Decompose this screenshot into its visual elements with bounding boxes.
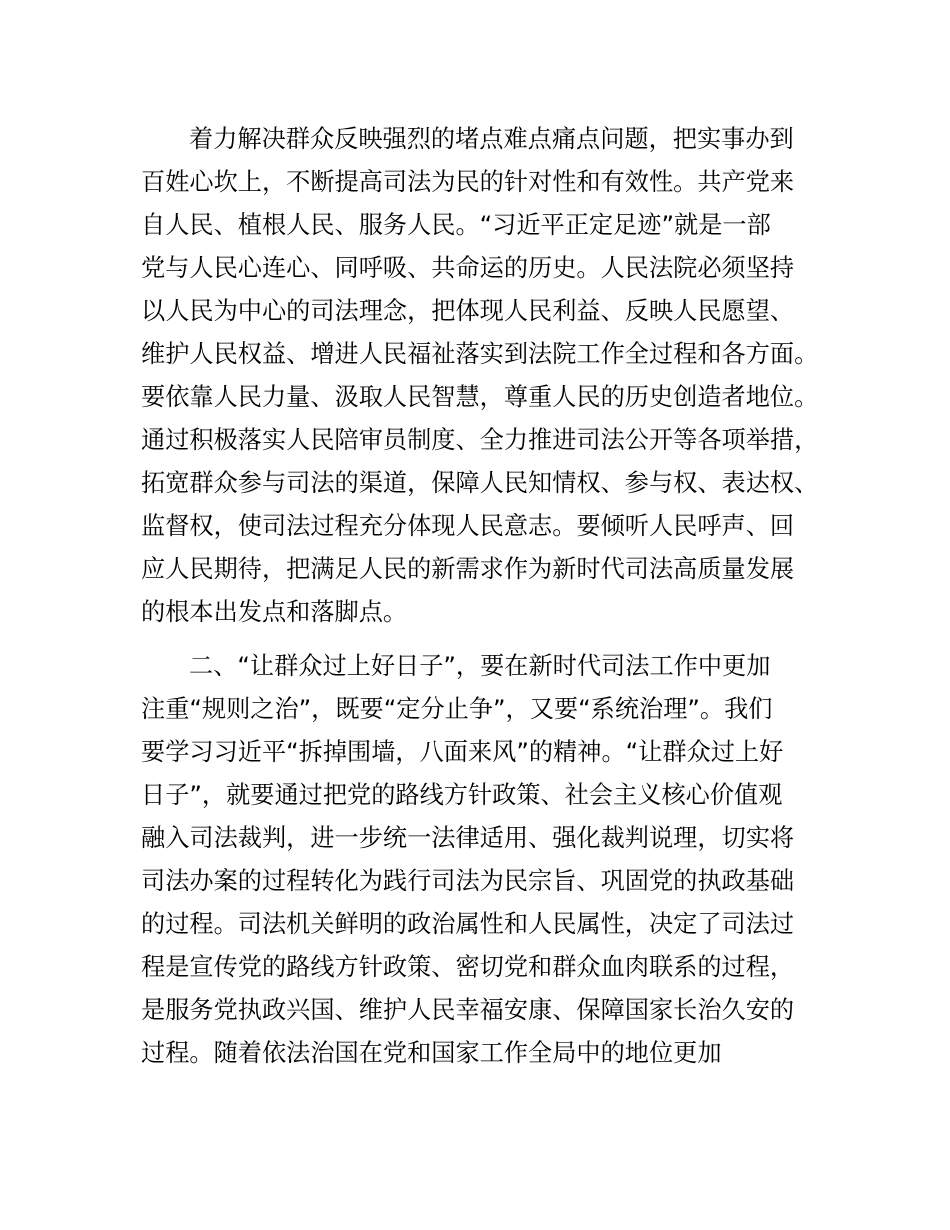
text-line: 通过积极落实人民陪审员制度、全力推进司法公开等各项举措， xyxy=(141,426,819,454)
text-line: 百姓心坎上，不断提高司法为民的针对性和有效性。共产党来 xyxy=(141,168,795,196)
text-line: 是服务党执政兴国、维护人民幸福安康、保障国家长治久安的 xyxy=(141,996,795,1024)
text-line: 二、“让群众过上好日子”，要在新时代司法工作中更加 xyxy=(189,652,771,680)
text-line: 应人民期待，把满足人民的新需求作为新时代司法高质量发展 xyxy=(141,555,795,583)
text-line: 监督权，使司法过程充分体现人民意志。要倾听人民呼声、回 xyxy=(141,512,795,540)
text-line: 融入司法裁判，进一步统一法律适用、强化裁判说理，切实将 xyxy=(141,824,795,852)
text-line: 的过程。司法机关鲜明的政治属性和人民属性，决定了司法过 xyxy=(141,910,795,938)
text-line: 日子”，就要通过把党的路线方针政策、社会主义核心价值观 xyxy=(141,781,783,809)
text-line: 拓宽群众参与司法的渠道，保障人民知情权、参与权、表达权、 xyxy=(141,469,819,497)
text-line: 党与人民心连心、同呼吸、共命运的历史。人民法院必须坚持 xyxy=(141,254,795,282)
text-line: 着力解决群众反映强烈的堵点难点痛点问题，把实事办到 xyxy=(189,125,794,153)
text-line: 司法办案的过程转化为践行司法为民宗旨、巩固党的执政基础 xyxy=(141,867,795,895)
text-line: 程是宣传党的路线方针政策、密切党和群众血肉联系的过程， xyxy=(141,953,795,981)
text-line: 过程。随着依法治国在党和国家工作全局中的地位更加 xyxy=(141,1039,722,1067)
text-line: 自人民、植根人民、服务人民。“习近平正定足迹”就是一部 xyxy=(141,211,771,239)
text-line: 要依靠人民力量、汲取人民智慧，尊重人民的历史创造者地位。 xyxy=(141,383,819,411)
text-line: 以人民为中心的司法理念，把体现人民利益、反映人民愿望、 xyxy=(141,297,795,325)
text-line: 的根本出发点和落脚点。 xyxy=(141,598,408,626)
text-line: 维护人民权益、增进人民福祉落实到法院工作全过程和各方面。 xyxy=(141,340,819,368)
text-line: 注重“规则之治”，既要“定分止争”，又要“系统治理”。我们 xyxy=(141,695,773,723)
text-line: 要学习习近平“拆掉围墙，八面来风”的精神。“让群众过上好 xyxy=(141,738,784,766)
